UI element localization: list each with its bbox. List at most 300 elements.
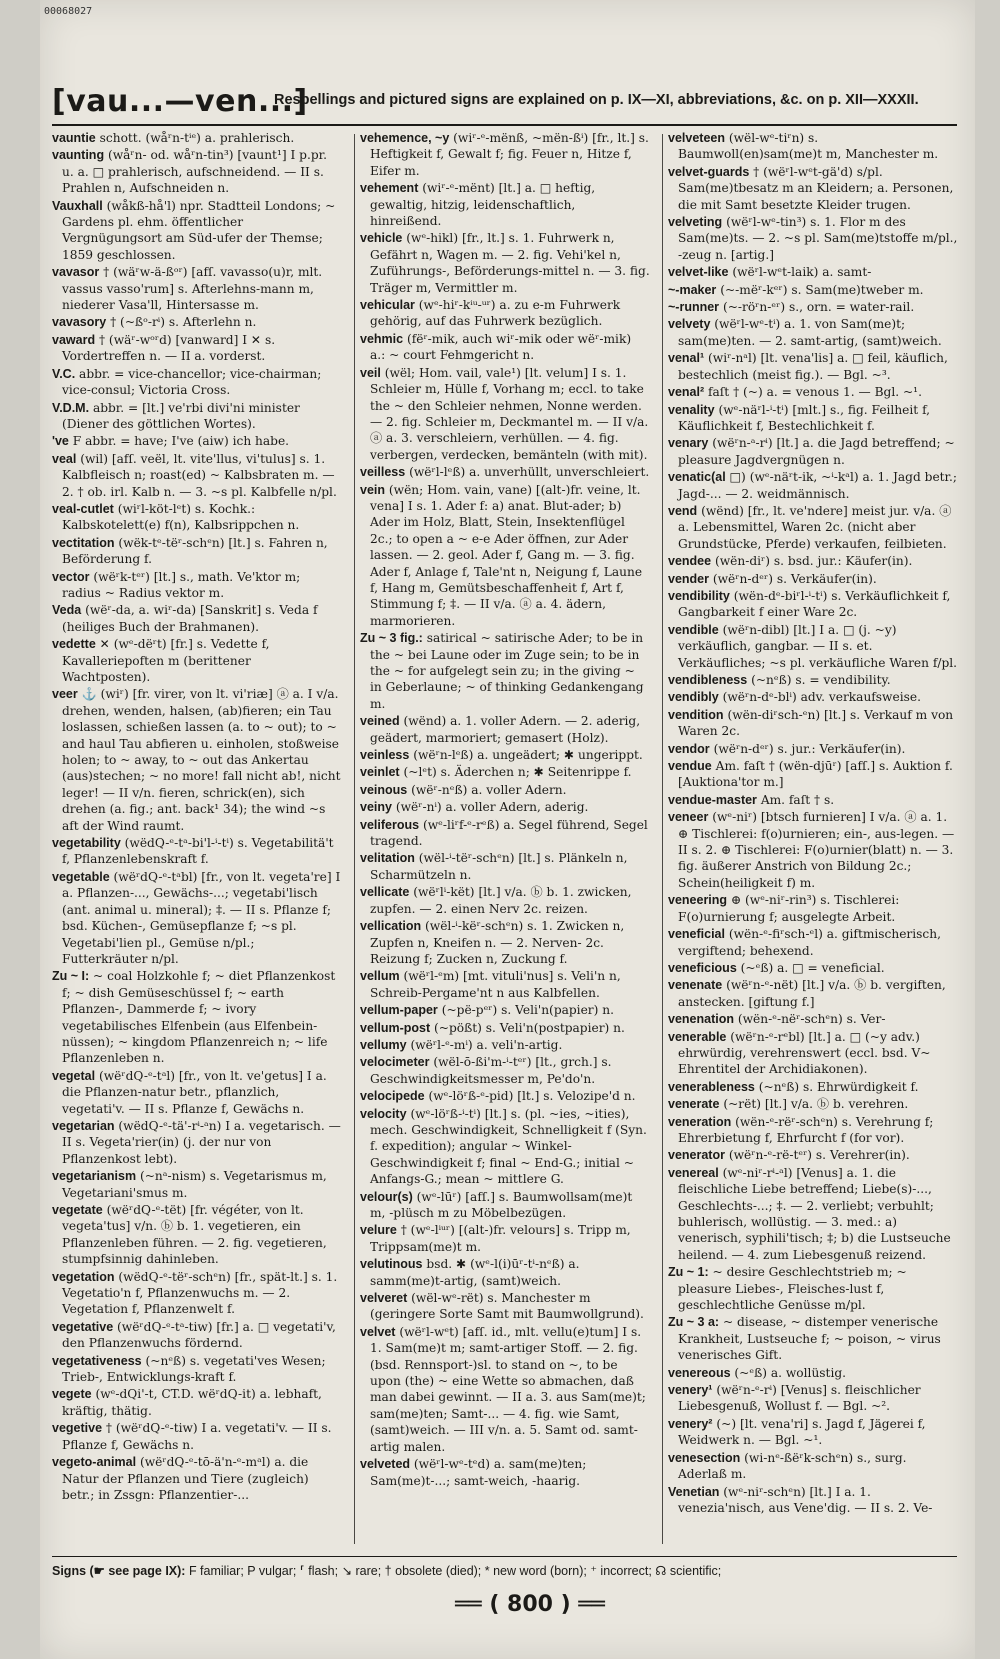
dictionary-entry <box>52 869 342 967</box>
entry-headword: V.C. <box>52 366 76 381</box>
entry-definition: (~nᵃ-nism) s. Vegetarismus m, Vegetariani'smus m. <box>62 1169 327 1200</box>
dictionary-entry <box>360 230 650 296</box>
dictionary-entry <box>52 130 342 146</box>
dictionary-entry <box>668 1096 958 1112</box>
entry-headword: velveret <box>360 1291 408 1306</box>
dictionary-entry <box>52 686 342 834</box>
entry-headword: vehement <box>360 181 419 196</box>
entry-headword: Zu ~ I: <box>52 969 90 984</box>
dictionary-entry <box>668 689 958 705</box>
dictionary-entry <box>668 1450 958 1483</box>
entry-definition: † (~ßᵒ-rⁱ) s. Afterlehn n. <box>110 315 257 330</box>
entry-definition: F abbr. = have; I've (aiw) ich habe. <box>72 434 290 449</box>
entry-headword: veal-cutlet <box>52 501 114 516</box>
entry-definition: (wël-wᵉ-tiʳn) s. Baumwoll(en)sam(me)t m, Manchester m. <box>678 131 939 162</box>
entry-definition: □) (wᵉ-näʳt-ik, ~ⁱ-kᵃl) a. 1. Jagd betr.; Jagd-... — 2. weidmännisch. <box>678 470 958 501</box>
entry-definition: (wël; Hom. vail, vale¹) [lt. velum] I s. 1. Schleier m, Hülle f, Vorhang m; eccl. to take the ~ den Schleier nehmen, Nonne werden. — 2. fig. Schleier m, Deckmantel m. — II v/a. ⓐ a. 3. verschleiern, verhüllen. — 4. fig. verbergen, verdecken, bemänteln (with mit). <box>370 365 649 462</box>
dictionary-entry <box>668 960 958 976</box>
entry-definition: (wëʳn-ᵉ-nët) [lt.] v/a. ⓑ b. vergiften, anstecken. [giftung f.] <box>678 978 946 1009</box>
dictionary-entry <box>360 365 650 463</box>
entry-definition: (~nᵉß) s. Ehrwürdigkeit f. <box>758 1079 919 1094</box>
entry-definition: (~lᵉt) s. Äderchen n; ✱ Seitenrippe f. <box>403 765 632 780</box>
entry-definition: (~) [lt. vena'ri] s. Jagd f, Jägerei f, Weidwerk n. — Bgl. ~¹. <box>678 1416 926 1448</box>
entry-definition: (~pößt) s. Veli'n(postpapier) n. <box>434 1020 625 1035</box>
entry-headword: vellication <box>360 919 422 934</box>
entry-definition: (wëʳn-ᵃ-rⁱ) [lt.] a. die Jagd betreffend; ~ pleasure Jagdvergnügen n. <box>678 436 955 467</box>
entry-headword: vegetative <box>52 1319 114 1334</box>
entry-headword: veneficious <box>668 960 737 975</box>
entry-definition: (wëʳl-ᵉm) [mt. vituli'nus] s. Veli'n n, Schreib-Pergame'nt n aus Kalbfellen. <box>370 969 621 1000</box>
entry-definition: (wᵉ-hikl) [fr., lt.] s. 1. Fuhrwerk n, Gefährt n, Wagen m. — 2. fig. Vehi'kel n, Zuführungs-, Beförderungs-mittel n. — 3. fig. Träger m, Vermittler m. <box>370 231 650 295</box>
entry-headword: venerator <box>668 1148 725 1163</box>
entry-definition: (wëʳn-dᵉ-blⁱ) adv. verkaufsweise. <box>722 690 921 705</box>
entry-definition: (wël-ⁱ-këʳ-schᵉn) s. 1. Zwicken n, Zupfen n, Kneifen n. — 2. Nerven- 2c. Reizung f; Zucken n, Zuckung f. <box>370 919 625 966</box>
entry-headword: vendibility <box>668 588 730 603</box>
entry-definition: (wëʳn-dᵉʳ) s. jur.: Verkäufer(in). <box>713 741 906 756</box>
entry-headword: ~-maker <box>668 282 717 297</box>
entry-headword: vaward <box>52 332 96 347</box>
dictionary-entry <box>52 1269 342 1318</box>
entry-definition: (wën-diʳ) s. bsd. jur.: Käufer(in). <box>714 554 913 569</box>
entry-definition: (wᵉ-löʳß-ⁱ-tⁱ) [lt.] s. (pl. ~ies, ~ities), mech. Geschwindigkeit, Schnelligkeit f (Syn. f. expedition); angular ~ Winkel-Geschwindigkeit f; final ~ End-G.; initial ~ Anfangs-G.; mean ~ mittlere G. <box>370 1106 647 1187</box>
entry-definition: ⚓ (wiʳ) [fr. virer, von lt. vi'riæ] ⓐ a. I v/a. drehen, wenden, halsen, (ab)fieren; ein Tau loslassen, schießen lassen (a. to ~ out); to ~ and haul Tau abfieren u. einholen, stoßweise holen; to ~ away, to ~ out das Ankertau (aus)stechen; ~ no more! fall nicht ab!, nicht leger! — II v/n. fieren, schrick(en), sich drehen (a. fig.; ant. back¹ 34); the wind ~s aft der Wind raumt. <box>62 687 341 833</box>
entry-headword: vendee <box>668 554 712 569</box>
entry-definition: (wëʳdQ-ᵉ-tᵃ-tiw) [fr.] a. □ vegetati'v, den Pflanzenwuchs fördernd. <box>62 1319 336 1351</box>
signs-legend <box>52 1563 957 1578</box>
entry-definition: (wil) [afſ. veël, lt. vite'llus, vi'tulus] s. 1. Kalbfleisch n; roast(ed) ~ Kalbsbraten m. — 2. † ob. irl. Kalb n. — 3. ~s pl. Kalbfelle n/pl. <box>62 451 337 499</box>
dictionary-entry <box>668 384 958 400</box>
dictionary-entry <box>52 1353 342 1386</box>
entry-definition: (wᵉ-näʳl-ⁱ-tⁱ) [mlt.] s., fig. Feilheit f, Käuflichkeit f, Bestechlichkeit f. <box>678 402 931 433</box>
dictionary-entry <box>360 1256 650 1289</box>
dictionary-entry <box>668 164 958 213</box>
entry-headword: vehicle <box>360 231 403 246</box>
dictionary-entry <box>52 332 342 365</box>
dictionary-entry <box>360 884 650 917</box>
dictionary-entry <box>668 892 958 925</box>
dictionary-entry <box>668 741 958 757</box>
dictionary-entry <box>52 366 342 399</box>
entry-definition: (~nᵉß) s. vegetati'ves Wesen; Trieb-, Entwicklungs-kraft f. <box>62 1353 326 1385</box>
entry-headword: venality <box>668 402 715 417</box>
entry-headword: veined <box>360 714 400 729</box>
entry-definition: (wëʳl-wᵉ-tin³) s. 1. Flor m des Sam(me)ts. — 2. ~s pl. Sam(me)tstoffe m/pl., -zeug n. [artig.] <box>678 215 958 262</box>
entry-definition: satirical ~ satirische Ader; to be in the ~ bei Laune oder im Zuge sein; to be in the ~ for aufgelegt sein zu; in the giving ~ in Geberlaune; ~ of thinking Gedankengang m. <box>370 631 644 711</box>
dictionary-entry <box>360 1037 650 1053</box>
entry-headword: velocipede <box>360 1089 425 1104</box>
dictionary-entry <box>668 1314 958 1363</box>
dictionary-entry <box>668 571 958 587</box>
dictionary-entry <box>52 451 342 500</box>
entry-headword: vavasor <box>52 265 100 280</box>
entry-definition: Am. faſt † (wën-djūʳ) [afſ.] s. Auktion f. [Auktiona'tor m.] <box>678 759 953 790</box>
entry-definition: (wiʳ-ᵉ-mënß, ~mën-ßⁱ) [fr., lt.] s. Heftigkeit f, Gewalt f; fig. Feuer n, Hitze f, Eifer m. <box>370 131 649 178</box>
entry-headword: vegetable <box>52 869 110 884</box>
entry-definition: Am. faſt † s. <box>760 792 835 807</box>
entry-definition: (wᵉ-niʳ-rⁱ-ᵃl) [Venus] a. 1. die fleischliche Liebe betreffend; Liebe(s)-..., Geschlechts-...; ‡. — 2. verliebt; verbuhlt; buhlerisch, wollüstig. — 3. med.: a) venerisch, syphili'tisch; ‡; b) die Lustseuche heilend. — 4. zum Liebesgenuß reizend. <box>678 1165 951 1262</box>
entry-headword: vector <box>52 569 90 584</box>
entry-headword: venery² <box>668 1416 713 1431</box>
entry-headword: Vauxhall <box>52 198 103 213</box>
dictionary-entry <box>360 1222 650 1255</box>
entry-headword: vehicular <box>360 298 415 313</box>
entry-headword: vauntie <box>52 131 96 145</box>
entry-headword: vegetive <box>52 1421 103 1436</box>
entry-headword: velvet <box>360 1324 396 1339</box>
dictionary-entry <box>52 569 342 602</box>
entry-headword: vehmic <box>360 331 404 346</box>
entry-definition: (wëʳn-ᵉ-rⁱ) [Venus] s. fleischlicher Liebesgenuß, Wollust f. — Bgl. ~². <box>678 1383 921 1414</box>
dictionary-entry <box>360 630 650 712</box>
entry-headword: vendue-master <box>668 792 757 807</box>
entry-definition: (wël-ⁱ-tëʳ-schᵉn) [lt.] s. Plänkeln n, Scharmützeln n. <box>370 851 628 882</box>
entry-headword: Zu ~ 1: <box>668 1265 709 1280</box>
dictionary-entry <box>668 977 958 1010</box>
dictionary-entry <box>52 1319 342 1352</box>
dictionary-entry <box>52 264 342 313</box>
dictionary-entry <box>668 435 958 468</box>
entry-definition: (wᵉ-hiʳ-kⁱᵘ-ᵘʳ) a. zu e-m Fuhrwerk gehörig, auf das Fuhrwerk bezüglich. <box>370 298 621 329</box>
entry-definition: (wåʳn- od. wåʳn-tin³) [vaunt¹] I p.pr. u. a. □ prahlerisch, aufschneidend. — II s. Prahlen n, Aufschneiden n. <box>62 148 327 196</box>
signs-text: F familiar; P vulgar; ⸢ flash; ↘ rare; † obsolete (died); * new word (born); ⁺ incorrect; ☊ scientific; <box>188 1564 722 1578</box>
dictionary-entry <box>52 1454 342 1503</box>
column-divider <box>662 134 663 1544</box>
entry-headword: veilless <box>360 465 406 480</box>
dictionary-entry <box>668 1011 958 1027</box>
entry-headword: veinlet <box>360 765 400 780</box>
dictionary-entry <box>52 835 342 868</box>
entry-definition: abbr. = [lt.] ve'rbi divi'ni minister (Diener des göttlichen Wortes). <box>62 400 300 431</box>
dictionary-entry <box>668 1264 958 1313</box>
dictionary-entry <box>52 1118 342 1167</box>
entry-headword: velutinous <box>360 1257 423 1272</box>
entry-definition: (wël-wᵉ-rët) s. Manchester m (geringere Sorte Samt mit Baumwollgrund). <box>370 1291 644 1322</box>
entry-definition: (wël-ō-ßi'm-ⁱ-tᵉʳ) [lt., grch.] s. Geschwindigkeitsmesser m, Pe'do'n. <box>370 1055 612 1086</box>
entry-headword: velitation <box>360 851 415 866</box>
entry-definition: (~nᵉß) s. = vendibility. <box>751 673 891 687</box>
entry-headword: vendibleness <box>668 673 748 687</box>
dictionary-entry <box>360 180 650 229</box>
entry-definition: (wën-dᵉ-biʳl-ⁱ-tⁱ) s. Verkäuflichkeit f, Gangbarkeit f einer Ware 2c. <box>678 588 951 620</box>
entry-definition: (wëʳ-da, a. wiʳ-da) [Sanskrit] s. Veda f (heiliges Buch der Brahmanen). <box>62 603 318 634</box>
entry-headword: vendue <box>668 759 712 774</box>
entry-headword: veliferous <box>360 817 420 832</box>
entry-definition: (wᵉ-dQi'-t, CT.D. wëʳdQ-it) a. lebhaft, kräftig, thätig. <box>62 1387 322 1418</box>
entry-headword: vellum-post <box>360 1020 431 1035</box>
entry-headword: venary <box>668 436 709 451</box>
dictionary-entry <box>668 1079 958 1095</box>
dictionary-entry <box>668 1165 958 1263</box>
entry-definition: (wëʳl-lᵉß) a. unverhüllt, unverschleiert. <box>409 465 650 480</box>
dictionary-entry <box>668 672 958 688</box>
dictionary-entry <box>668 792 958 808</box>
entry-headword: venery¹ <box>668 1383 713 1398</box>
dictionary-entry <box>668 1382 958 1415</box>
dictionary-entry <box>360 482 650 630</box>
dictionary-entry <box>668 1029 958 1078</box>
entry-headword: venereous <box>668 1365 731 1380</box>
entry-definition: † (wëʳdQ-ᵉ-tiw) I a. vegetati'v. — II s. Pflanze f, Gewächs n. <box>62 1421 332 1452</box>
entry-headword: venal² <box>668 385 705 400</box>
header-rule <box>52 124 957 126</box>
entry-headword: vendition <box>668 707 724 722</box>
entry-definition: (wᵉ-liʳf-ᵉ-rᵉß) a. Segel führend, Segel tragend. <box>370 817 648 849</box>
dictionary-entry <box>668 622 958 671</box>
entry-headword: venereal <box>668 1165 719 1180</box>
entry-definition: (wëʳ-nᵉß) a. voller Adern. <box>411 782 567 797</box>
column-3 <box>668 130 958 1550</box>
dictionary-entry <box>52 400 342 433</box>
entry-definition: (wᵉ-niʳ) [btsch furnieren] I v/a. ⓐ a. 1. ⊕ Tischlerei: f(o)urnieren; ein-, aus-legen. — II s. 2. ⊕ Tischlerei: F(o)urnier(blatt) n. — 3. fig. äußerer Anstrich von Bildung 2c.; Schein(heiligkeit f) m. <box>678 810 955 890</box>
entry-headword: veinous <box>360 782 408 797</box>
entry-columns <box>52 130 957 1550</box>
entry-headword: vegetation <box>52 1269 115 1284</box>
header-note: Respellings and pictured signs are explained on p. IX—XI, abbreviations, &c. on p. XII—XXXII. <box>274 92 919 108</box>
entry-headword: vellicate <box>360 885 410 900</box>
entry-headword: venal¹ <box>668 351 705 366</box>
entry-headword: vegetativeness <box>52 1353 142 1368</box>
entry-headword: vendor <box>668 741 710 756</box>
entry-headword: velvet-guards <box>668 164 750 179</box>
entry-headword: velveting <box>668 215 723 230</box>
entry-headword: vegetarian <box>52 1118 115 1133</box>
entry-headword: velocimeter <box>360 1055 430 1070</box>
entry-headword: vendibly <box>668 690 719 705</box>
entry-headword: velvety <box>668 317 711 332</box>
dictionary-entry <box>668 1416 958 1449</box>
dictionary-entry <box>360 747 650 763</box>
entry-headword: veer <box>52 687 78 702</box>
entry-headword: vellum <box>360 969 400 984</box>
dictionary-entry <box>668 1114 958 1147</box>
entry-headword: veneer <box>668 810 709 825</box>
entry-headword: vehemence, ~y <box>360 131 450 145</box>
dictionary-entry <box>52 1202 342 1268</box>
dictionary-entry <box>668 350 958 383</box>
entry-definition: (wënd) a. 1. voller Adern. — 2. aderig, geädert, marmoriert; gemasert (Holz). <box>370 714 641 745</box>
dictionary-entry <box>668 926 958 959</box>
dictionary-entry <box>360 130 650 179</box>
entry-definition: (wën-diʳsch-ᵉn) [lt.] s. Verkauf m von Waren 2c. <box>678 707 954 739</box>
entry-headword: V.D.M. <box>52 400 90 415</box>
entry-headword: vaunting <box>52 148 105 163</box>
entry-definition: (wåkß-hå'l) npr. Stadtteil Londons; ~ Gardens pl. ehm. öffentlicher Vergnügungsort am Süd-ufer der Themse; 1859 geschlossen. <box>62 198 336 262</box>
footer-rule <box>52 1556 957 1557</box>
dictionary-entry <box>668 264 958 280</box>
entry-headword: venerableness <box>668 1079 755 1094</box>
guide-words: [vau...—ven...] <box>52 84 308 119</box>
dictionary-entry <box>52 147 342 196</box>
dictionary-entry <box>668 469 958 502</box>
entry-headword: vend <box>668 503 698 518</box>
dictionary-entry <box>52 198 342 264</box>
dictionary-entry <box>52 968 342 1066</box>
entry-headword: vegeto-animal <box>52 1455 137 1470</box>
dictionary-entry <box>668 299 958 315</box>
entry-headword: vavasory <box>52 315 107 330</box>
entry-definition: abbr. = vice-chancellor; vice-chairman; vice-consul; Victoria Cross. <box>62 366 322 398</box>
dictionary-entry <box>668 402 958 435</box>
dictionary-entry <box>360 782 650 798</box>
entry-headword: velveteen <box>668 131 725 145</box>
entry-headword: velveted <box>360 1457 411 1472</box>
dictionary-entry <box>52 501 342 534</box>
dictionary-entry <box>668 1147 958 1163</box>
entry-headword: velure <box>360 1223 397 1238</box>
entry-headword: veneering <box>668 893 728 908</box>
column-2 <box>360 130 650 1550</box>
entry-headword: venerable <box>668 1029 727 1044</box>
dictionary-entry <box>668 707 958 740</box>
entry-headword: veiny <box>360 800 392 815</box>
dictionary-entry <box>360 1106 650 1188</box>
entry-definition: (wëdQ-ᵉ-tᵃ-bi'l-ⁱ-tⁱ) s. Vegetabilitä't f, Pflanzenlebenskraft f. <box>62 836 334 867</box>
entry-definition: ~ desire Geschlechtstrieb m; ~ pleasure Liebes-, Fleisches-lust f, geschlechtliche Genüsse m/pl. <box>678 1265 907 1313</box>
dictionary-entry <box>52 1386 342 1419</box>
dictionary-entry <box>360 817 650 850</box>
dictionary-entry <box>360 1324 650 1455</box>
entry-definition: (wën; Hom. vain, vane) [(alt-)fr. veine, lt. vena] I s. 1. Ader f: a) anat. Blut-ader; b) Ader im Holz, Blatt, Stein, Insektenflügel 2c.; to open a ~ e-e Ader öffnen, zur Ader lassen. — 2. geol. Ader f, Gang m. — 3. fig. Ader f, Anlage f, Tale'nt n, Neigung f, Laune f, Hang m, Gemütsbeschaffenheit f, Art f, Stimmung f; ‡. — II v/a. ⓐ a. 4. ädern, marmorieren. <box>370 482 643 628</box>
entry-definition: (wi-nᵉ-ßëʳk-schᵉn) s., surg. Aderlaß m. <box>678 1450 907 1482</box>
entry-definition: (wëʳl-wᵉ-tⁱ) a. 1. von Sam(me)t; sam(me)ten. — 2. samt-artig, (samt)weich. <box>678 317 942 348</box>
entry-definition: (wëk-tᵉ-tëʳ-schᵉn) [lt.] s. Fahren n, Beförderung f. <box>62 535 328 567</box>
entry-definition: (wᵉ-löʳß-ᵉ-pid) [lt.] s. Velozipe'd n. <box>428 1089 636 1104</box>
entry-definition: (~-mëʳ-kᵉʳ) s. Sam(me)tweber m. <box>720 282 924 297</box>
dictionary-entry <box>52 535 342 568</box>
scan-id: 00068027 <box>44 6 93 17</box>
entry-definition: (wëdQ-ᵉ-tä'-rⁱ-ᵃn) I a. vegetarisch. — II s. Vegeta'rier(in) (j. der nur von Pflanzenkost lebt). <box>62 1118 341 1166</box>
entry-headword: 've <box>52 434 69 449</box>
entry-definition: (wëʳ-nⁱ) a. voller Adern, aderig. <box>395 800 589 815</box>
entry-headword: Veda <box>52 603 82 618</box>
entry-definition: (fëʳ-mik, auch wiʳ-mik oder wëʳ-mik) a.: ~ court Fehmgericht n. <box>370 331 632 363</box>
entry-definition: ⊕ (wᵉ-niʳ-rin³) s. Tischlerei: F(o)urnierung f; ausgelegte Arbeit. <box>678 893 900 924</box>
entry-headword: veal <box>52 451 77 466</box>
entry-definition: ✕ (wᵉ-dëʳt) [fr.] s. Vedette f, Kavalleriepoften m (berittener Wachtposten). <box>62 637 270 684</box>
entry-definition: ~ disease, ~ distemper venerische Krankheit, Lustseuche f; ~ poison, ~ virus venerisches Gift. <box>678 1315 941 1363</box>
page-header <box>52 84 957 124</box>
dictionary-entry <box>360 918 650 967</box>
dictionary-entry <box>52 1068 342 1117</box>
entry-definition: (wëʳlⁱ-kët) [lt.] v/a. ⓑ b. 1. zwicken, zupfen. — 2. einen Nerv 2c. reizen. <box>370 885 632 916</box>
entry-headword: Venetian <box>668 1484 720 1499</box>
entry-definition: (~-röʳn-ᵉʳ) s., orn. = water-rail. <box>722 300 915 315</box>
dictionary-entry <box>668 809 958 891</box>
entry-definition: † (wäʳ-wᵒʳd) [vanward] I ✕ s. Vordertreffen n. — II a. vorderst. <box>62 332 276 364</box>
entry-definition: (wëʳl-ᵉ-mⁱ) a. veli'n-artig. <box>410 1037 563 1052</box>
dictionary-entry <box>360 331 650 364</box>
entry-headword: venatic(al <box>668 470 726 485</box>
dictionary-entry <box>360 799 650 815</box>
dictionary-entry <box>668 214 958 263</box>
entry-definition: † (wäʳw-ä-ßᵒʳ) [afſ. vavasso(u)r, mlt. vassus vasso'rum] s. Afterlehns-mann m, niederer Vasa'll, Hintersasse m. <box>62 265 323 313</box>
entry-headword: vedette <box>52 637 96 652</box>
dictionary-entry <box>360 1290 650 1323</box>
entry-headword: venesection <box>668 1450 741 1465</box>
entry-headword: Zu ~ 3 a: <box>668 1315 720 1330</box>
page-number: ══ ( 800 ) ══ <box>455 1592 605 1617</box>
dictionary-entry <box>668 553 958 569</box>
dictionary-entry <box>360 713 650 746</box>
entry-definition: (~rët) [lt.] v/a. ⓑ b. verehren. <box>723 1097 909 1112</box>
entry-definition: (wëʳl-wᵉt) [afſ. id., mlt. vellu(e)tum] I s. 1. Sam(me)t m; samt-artiger Stoff. — 2. fig. (bsd. Rennsport-)sl. to stand on ~, to be upon (the) ~ eine Wette so abmachen, daß man dabei gewinnt. — II a. 3. aus Sam(me)t; sam(me)ten; Samt-... — 4. fig. wie Samt, (samt)weich. — III v/n. a. 5. Samt od. samt-artig malen. <box>370 1324 646 1454</box>
dictionary-entry <box>360 1020 650 1036</box>
dictionary-entry <box>52 602 342 635</box>
entry-definition: (~pë-pᵉʳ) s. Veli'n(papier) n. <box>441 1003 614 1018</box>
entry-definition: (wëʳn-dᵉʳ) s. Verkäufer(in). <box>712 571 877 586</box>
dictionary-entry <box>52 636 342 685</box>
entry-headword: vellumy <box>360 1037 407 1052</box>
entry-headword: veneration <box>668 1114 732 1129</box>
entry-headword: velocity <box>360 1106 407 1121</box>
dictionary-entry <box>668 588 958 621</box>
dictionary-entry <box>668 758 958 791</box>
entry-definition: bsd. ✱ (wᵉ-l(i)ūʳ-tⁱ-nᵉß) a. samm(me)t-artig, (samt)weich. <box>370 1257 580 1288</box>
dictionary-entry <box>52 433 342 449</box>
entry-definition: (wiʳ-nᵃl) [lt. vena'lis] a. □ feil, käuflich, bestechlich (meist fig.). — Bgl. ~³. <box>678 351 948 382</box>
entry-definition: (~ᵉß) a. wollüstig. <box>734 1365 847 1380</box>
dictionary-entry <box>360 1456 650 1489</box>
entry-headword: veneficial <box>668 927 725 942</box>
entry-headword: vegetate <box>52 1203 103 1217</box>
entry-headword: veil <box>360 365 381 380</box>
dictionary-entry <box>668 282 958 298</box>
entry-definition: † (wᵉ-lⁱᵘʳ) [(alt-)fr. velours] s. Tripp m, Trippsam(me)t m. <box>370 1223 631 1254</box>
entry-headword: velour(s) <box>360 1189 413 1204</box>
dictionary-entry <box>668 503 958 552</box>
dictionary-entry <box>668 130 958 163</box>
entry-headword: vegetal <box>52 1068 96 1083</box>
entry-definition: (wëʳl-wᵉ-tᵉd) a. sam(me)ten; Sam(me)t-...; samt-weich, -haarig. <box>370 1457 587 1488</box>
dictionary-entry <box>360 1002 650 1018</box>
dictionary-entry <box>668 316 958 349</box>
entry-definition: (wëʳn-lᵉß) a. ungeädert; ✱ ungerippt. <box>413 748 643 763</box>
entry-headword: vectitation <box>52 535 115 550</box>
entry-definition: ~ coal Holzkohle f; ~ diet Pflanzenkost f; ~ dish Gemüseschüssel f; ~ earth Pflanzen-, Dammerde f; ~ ivory vegetabilisches Elfenbein (aus Elfenbein-nüssen); ~ kingdom Pflanzenreich n; ~ life Pflanzenleben n. <box>62 969 336 1066</box>
entry-headword: vendible <box>668 622 719 637</box>
entry-definition: (wëʳn-ᵉ-rᵉbl) [lt.] a. □ (~y adv.) ehrwürdig, verehrenswert (eccl. bsd. V~ Ehrentitel der Archidiakonen). <box>678 1029 931 1077</box>
entry-headword: vender <box>668 571 709 586</box>
entry-definition: (wëʳdQ-ᵉ-tō-ä'n-ᵉ-mᵃl) a. die Natur der Pflanzen und Tiere (zugleich) betr.; in Zssgn: Pflanzentier-... <box>62 1455 309 1502</box>
dictionary-entry <box>668 1365 958 1381</box>
dictionary-entry <box>360 1088 650 1104</box>
entry-headword: venenate <box>668 978 723 993</box>
signs-label: Signs (☛ see page IX): <box>52 1564 186 1578</box>
entry-definition: (wëʳdQ-ᵉ-tᵃl) [fr., von lt. ve'getus] I a. die Pflanzen-natur betr., pflanzlich, vegetati'v. — II s. Pflanze f, Gewächs n. <box>62 1068 327 1116</box>
entry-definition: (wëdQ-ᵉ-tëʳ-schᵉn) [fr., spät-lt.] s. 1. Vegetatio'n f, Pflanzenwuchs m. — 2. Vegetation f, Pflanzenwelt f. <box>62 1269 338 1317</box>
entry-definition: † (wëʳl-wᵉt-gä'd) s/pl. Sam(me)tbesatz m an Kleidern; a. Personen, die mit Samt besetzte Kleider trugen. <box>678 164 954 212</box>
entry-definition: (wën-ᵉ-nëʳ-schᵉn) s. Ver- <box>737 1012 886 1027</box>
dictionary-entry <box>360 850 650 883</box>
entry-definition: (wëʳn-ᵉ-rë-tᵉʳ) s. Verehrer(in). <box>728 1148 910 1163</box>
entry-definition: (wëʳdQ-ᵉ-tᵃbl) [fr., von lt. vegeta're] I a. Pflanzen-..., Gewächs-...; vegetabi'lisch (ant. animal u. mineral); ‡. — II s. Pflanze f; bsd. Küchen-, Gemüsepflanze f; ~s pl. Vegetabi'lien pl., Gemüse n/pl.; Futterkräuter n/pl. <box>62 869 341 966</box>
entry-definition: (wiʳ-ᵉ-mënt) [lt.] a. □ heftig, gewaltig, hitzig, leidenschaftlich, hinreißend. <box>370 181 596 229</box>
entry-headword: venerate <box>668 1097 720 1112</box>
entry-headword: venenation <box>668 1012 734 1027</box>
entry-definition: (wëʳl-wᵉt-laik) a. samt- <box>732 265 872 280</box>
column-1 <box>52 130 342 1550</box>
entry-definition: (wënd) [fr., lt. ve'ndere] meist jur. v/a. ⓐ a. Lebensmittel, Waren 2c. (nicht aber Grundstücke, Pferde) verkaufen, feilbieten. <box>678 503 952 551</box>
dictionary-entry <box>668 1484 958 1517</box>
entry-headword: vegetability <box>52 836 121 851</box>
entry-definition: (wᵉ-lūʳ) [afſ.] s. Baumwollsam(me)t m, -plüsch m zu Möbelbezügen. <box>370 1189 633 1220</box>
dictionary-entry <box>360 1189 650 1222</box>
dictionary-entry <box>360 464 650 480</box>
entry-headword: vein <box>360 482 386 497</box>
entry-definition: (wëʳn-dibl) [lt.] I a. □ (j. ~y) verkäuflich, gangbar. — II s. et. Verkäufliches; ~s pl. verkäufliche Waren f/pl. <box>678 622 958 670</box>
dictionary-entry <box>360 1054 650 1087</box>
entry-definition: (~ᵉß) a. □ = veneficial. <box>740 960 885 975</box>
